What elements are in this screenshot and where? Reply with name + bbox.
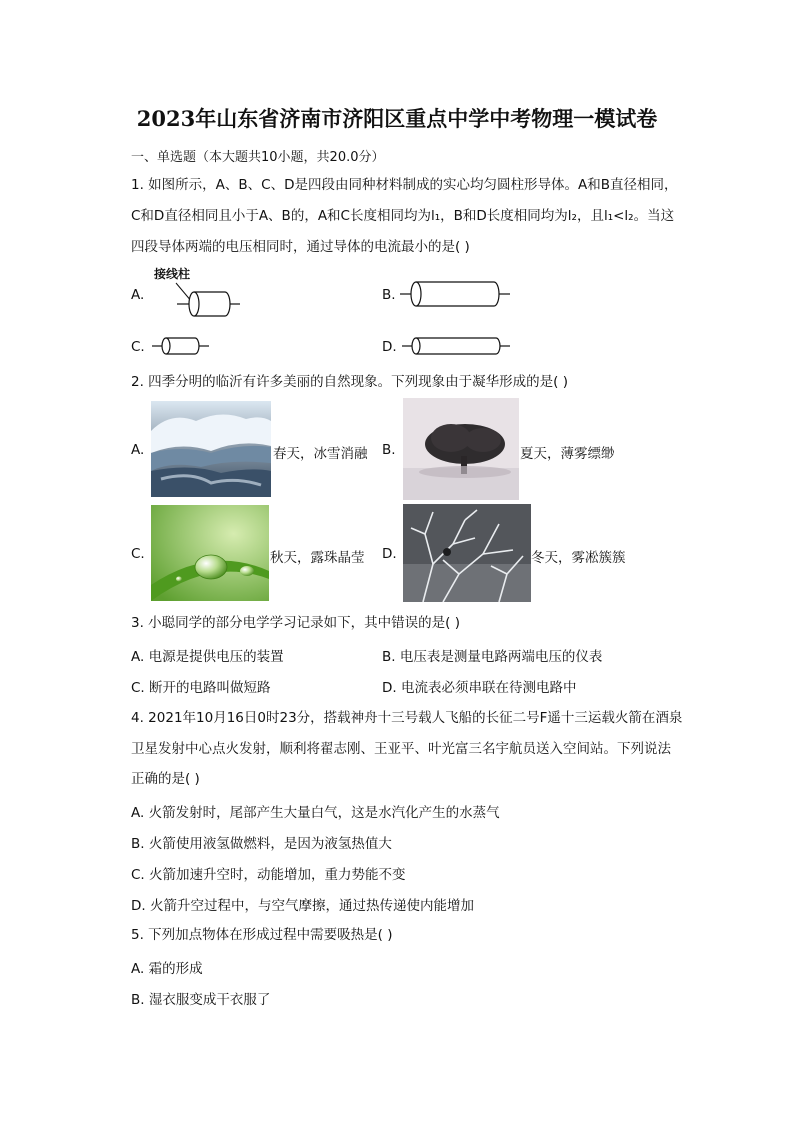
q1-option-c-label: C.	[131, 339, 145, 355]
q4-line-1: 4. 2021年10月16日0时23分，搭载神舟十三号载人飞船的长征二号F遥十三运载火箭在酒泉	[131, 710, 683, 726]
q5-option-b: B. 湿衣服变成干衣服了	[131, 992, 271, 1008]
q2-option-a-label: A.	[131, 442, 145, 458]
q4-line-3: 正确的是( )	[131, 771, 200, 787]
q2-option-b-caption: 夏天，薄雾缥缈	[520, 446, 615, 462]
q2-stem: 2. 四季分明的临沂有许多美丽的自然现象。下列现象由于凝华形成的是( )	[131, 374, 568, 390]
q1-line-3: 四段导体两端的电压相同时，通过导体的电流最小的是( )	[131, 239, 470, 255]
q4-option-c: C. 火箭加速升空时，动能增加，重力势能不变	[131, 867, 406, 883]
q3-option-d: D. 电流表必须串联在待测电路中	[382, 680, 577, 696]
dewdrop-leaf-photo	[151, 505, 269, 601]
q1-line-2: C和D直径相同且小于A、B的，A和C长度相同均为l₁，B和D长度相同均为l₂，且l₁<l₂。当这	[131, 208, 675, 224]
conductor-b-diagram	[398, 280, 518, 310]
section-heading: 一、单选题（本大题共10小题，共20.0分）	[131, 150, 385, 165]
q3-option-a: A. 电源是提供电压的装置	[131, 649, 284, 665]
page-title: 2023年山东省济南市济阳区重点中学中考物理一模试卷	[136, 106, 658, 131]
q2-option-d-label: D.	[382, 546, 397, 562]
terminal-label: 接线柱	[154, 267, 191, 281]
q4-option-b: B. 火箭使用液氢做燃料，是因为液氢热值大	[131, 836, 392, 852]
conductor-c-diagram	[150, 334, 220, 358]
q2-option-a-caption: 春天，冰雪消融	[273, 446, 368, 462]
q3-option-b: B. 电压表是测量电路两端电压的仪表	[382, 649, 603, 665]
q1-line-1: 1. 如图所示，A、B、C、D是四段由同种材料制成的实心均匀圆柱形导体。A和B直径相同，	[131, 177, 678, 193]
misty-tree-photo	[403, 398, 519, 500]
q1-option-b-label: B.	[382, 287, 396, 303]
q2-option-b-label: B.	[382, 442, 396, 458]
rime-branches-photo	[403, 504, 531, 602]
q4-option-a: A. 火箭发射时，尾部产生大量白气，这是水汽化产生的水蒸气	[131, 805, 500, 821]
melting-snow-photo	[151, 401, 271, 497]
q4-option-d: D. 火箭升空过程中，与空气摩擦，通过热传递使内能增加	[131, 898, 474, 914]
q3-option-c: C. 断开的电路叫做短路	[131, 680, 271, 696]
conductor-a-diagram	[170, 280, 250, 330]
q2-option-c-label: C.	[131, 546, 145, 562]
q1-option-d-label: D.	[382, 339, 397, 355]
q3-stem: 3. 小聪同学的部分电学学习记录如下，其中错误的是( )	[131, 615, 460, 631]
q2-option-d-caption: 冬天，雾凇簇簇	[531, 550, 626, 566]
q2-option-c-caption: 秋天，露珠晶莹	[270, 550, 365, 566]
q1-option-a-label: A.	[131, 287, 145, 303]
conductor-d-diagram	[400, 334, 520, 358]
q5-stem: 5. 下列加点物体在形成过程中需要吸热是( )	[131, 927, 393, 943]
q4-line-2: 卫星发射中心点火发射，顺利将翟志刚、王亚平、叶光富三名宇航员送入空间站。下列说法	[131, 741, 671, 757]
q5-option-a: A. 霜的形成	[131, 961, 203, 977]
